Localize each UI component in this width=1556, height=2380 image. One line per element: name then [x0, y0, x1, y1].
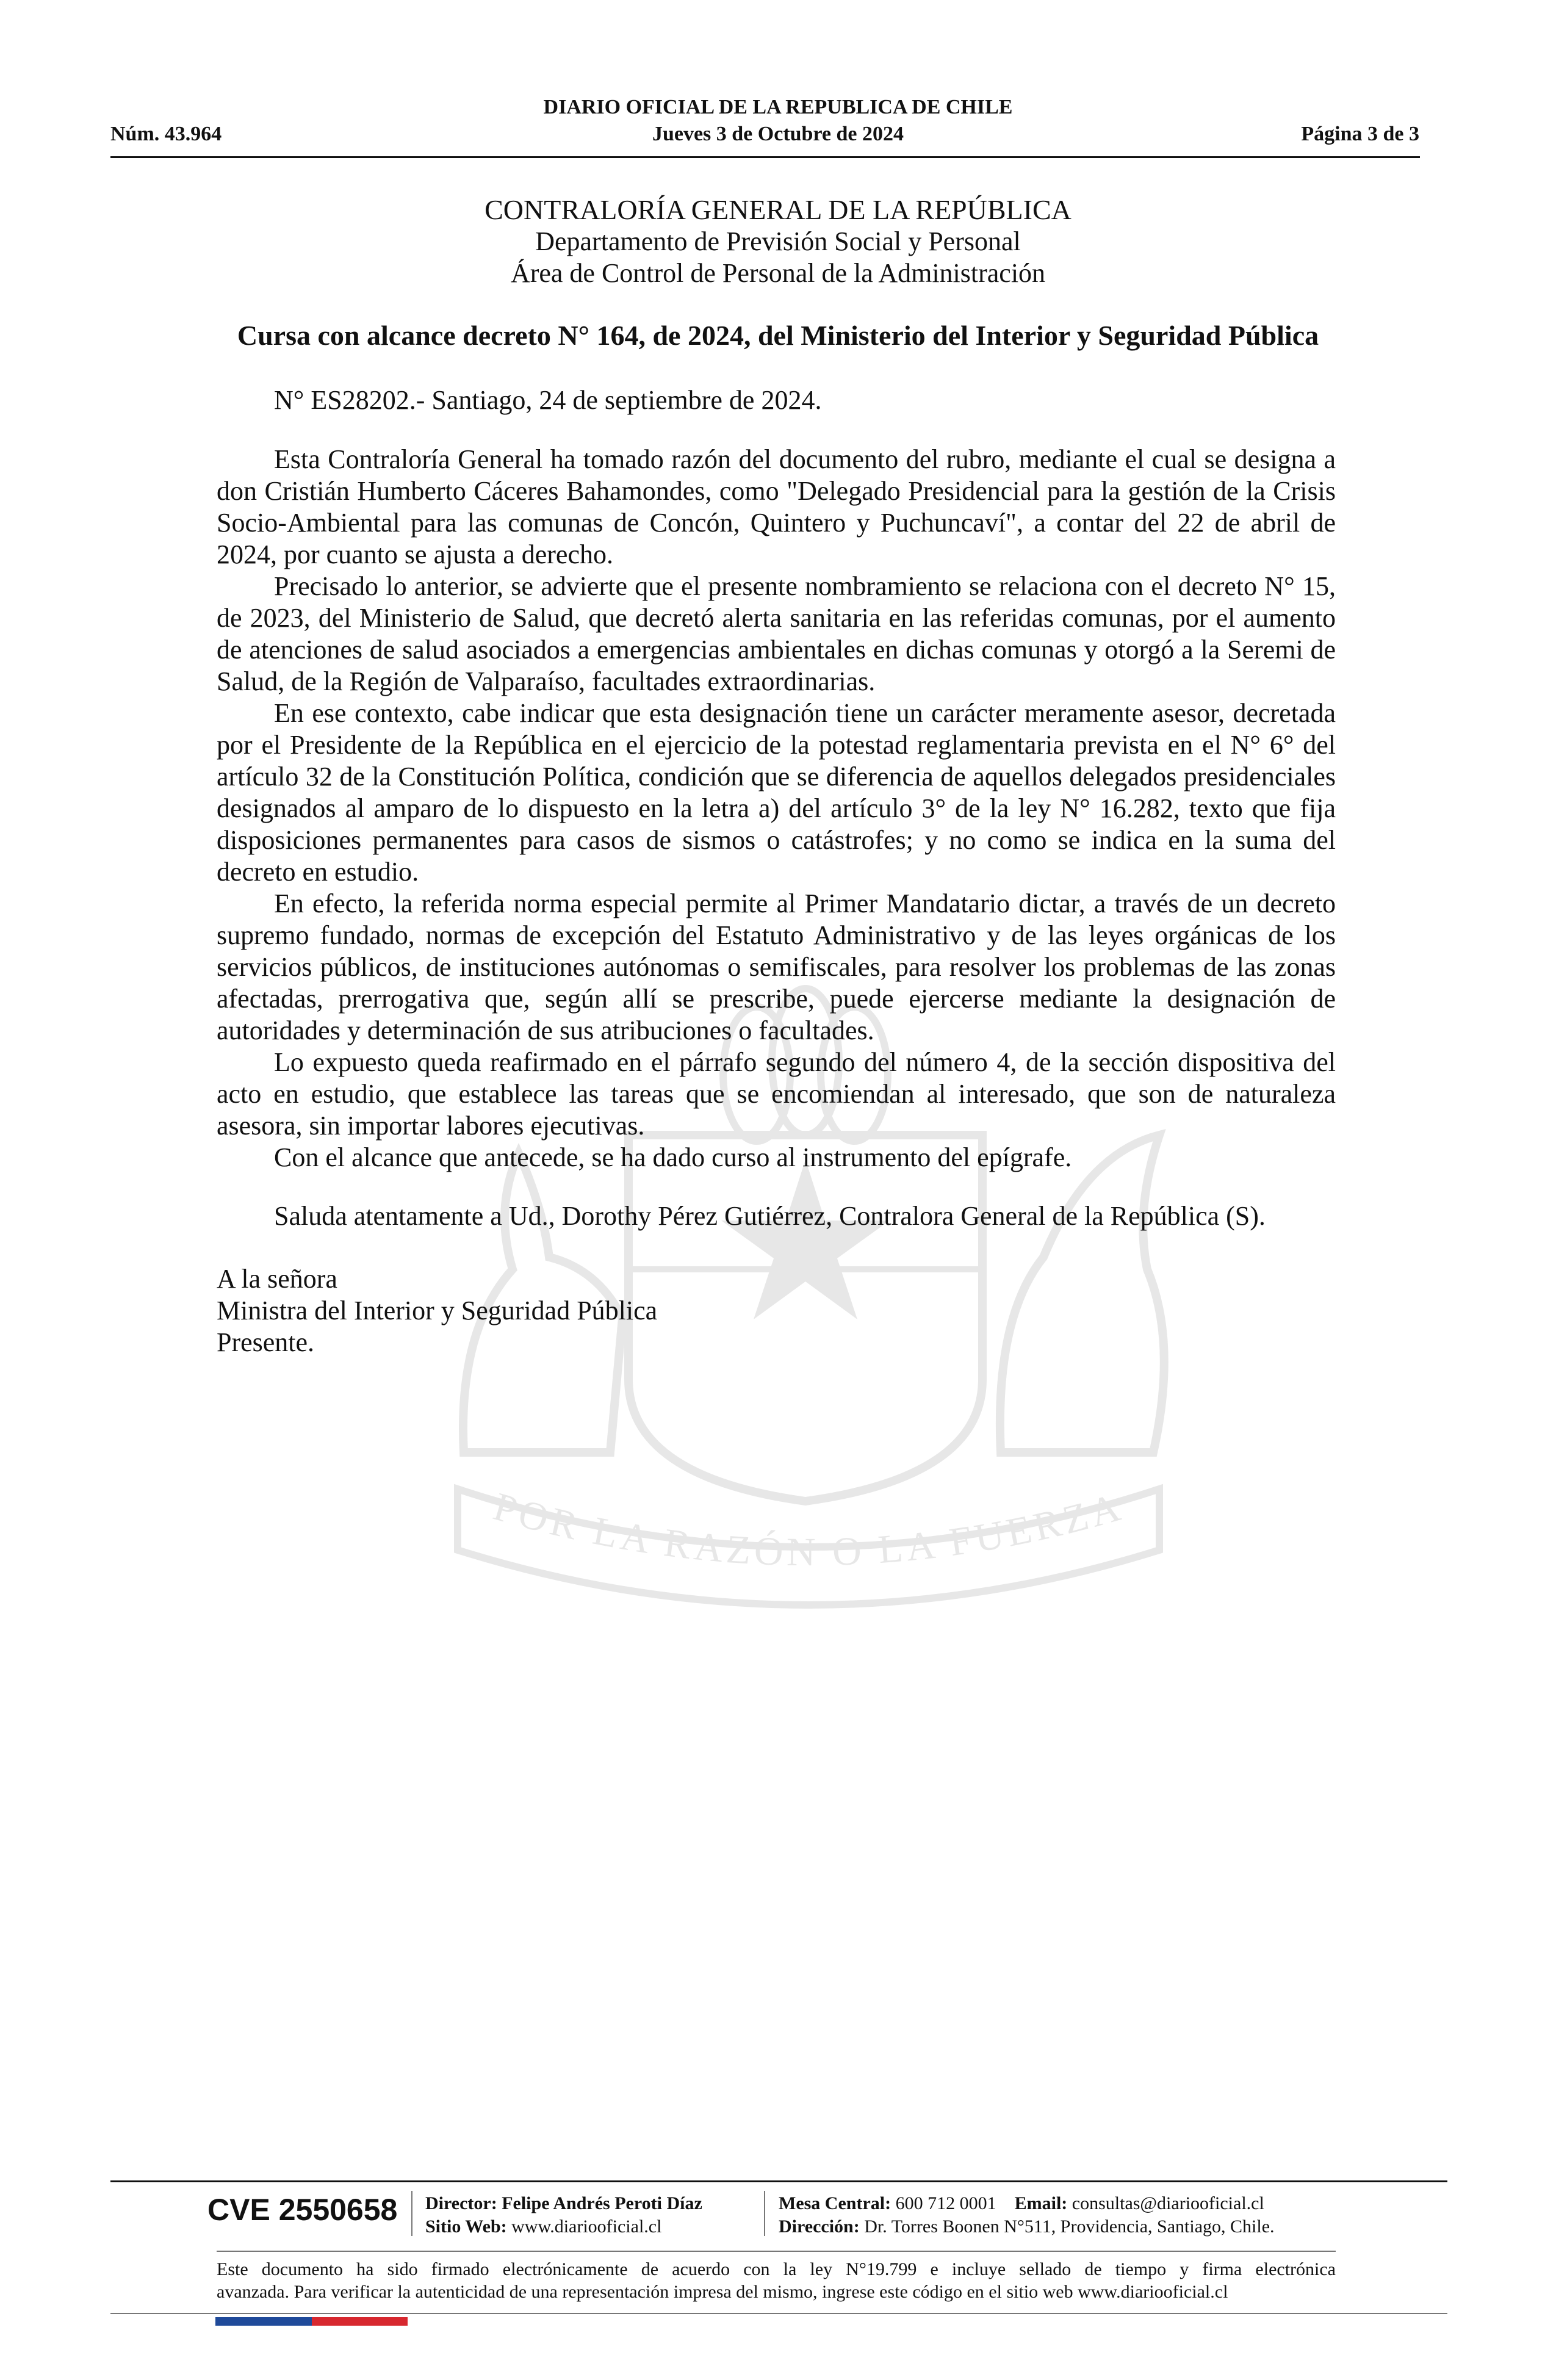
institution-name: CONTRALORÍA GENERAL DE LA REPÚBLICA [484, 194, 1072, 225]
document-title: Cursa con alcance decreto N° 164, de 2024, del Ministerio del Interior y Seguridad Pública [237, 320, 1319, 351]
reference-line: N° ES28202.- Santiago, 24 de septiembre de 2024. [274, 385, 822, 415]
condor-shape [1000, 1135, 1164, 1452]
director-label: Director: [425, 2193, 497, 2213]
footer-divider-top [110, 2180, 1447, 2182]
star-shape [721, 1159, 890, 1319]
header-divider [110, 156, 1420, 158]
recipient-title: Ministra del Interior y Seguridad Pública [217, 1296, 658, 1325]
paragraph: Esta Contraloría General ha tomado razón del documento del rubro, mediante el cual se designa a don Cristián Humberto Cáceres Bahamondes, como "Delegado Presidencial para la gestión de la Crisis Socio-Ambiental para las comunas de Concón, Quintero y Puchuncaví", a contar del 22 de abril de 2024, por cuanto se ajusta a derecho. [217, 444, 1336, 569]
website-link[interactable]: www.diariooficial.cl [511, 2216, 662, 2237]
institution-department: Departamento de Previsión Social y Personal [535, 226, 1021, 256]
flag-red-segment [312, 2317, 408, 2326]
recipient-presente: Presente. [217, 1327, 315, 1357]
recipient-salutation: A la señora [217, 1264, 337, 1294]
flag-blue-segment [215, 2317, 312, 2326]
closing-line: Saluda atentamente a Ud., Dorothy Pérez Gutiérrez, Contralora General de la República (S). [274, 1201, 1266, 1231]
footer-divider-bottom [110, 2313, 1447, 2314]
recipient-block [217, 1263, 657, 1358]
issue-number: Núm. 43.964 [110, 123, 222, 145]
paragraph: En ese contexto, cabe indicar que esta designación tiene un carácter meramente asesor, decretada por el Presidente de la República en el ejercicio de la potestad reglamentaria prevista en el N° 6° del artículo 32 de la Constitución Política, condición que se diferencia de aquellos delegados presidenciales designados al amparo de lo dispuesto en la letra a) del artículo 3° de la ley N° 16.282, texto que fija disposiciones permanentes para casos de sismos o catástrofes; y no como se indica en la suma del decreto en estudio. [217, 698, 1336, 887]
footer-contact-block [779, 2192, 1275, 2238]
body-paragraphs [217, 444, 1336, 1174]
flag-color-bar [215, 2317, 408, 2326]
footer-divider-mid [217, 2251, 1336, 2252]
footer-separator [411, 2191, 412, 2236]
issue-date: Jueves 3 de Octubre de 2024 [652, 123, 904, 145]
signature-note [217, 2258, 1336, 2303]
newspaper-title: DIARIO OFICIAL DE LA REPUBLICA DE CHILE [543, 96, 1013, 118]
mesa-value: 600 712 0001 [895, 2193, 996, 2213]
paragraph: En efecto, la referida norma especial permite al Primer Mandatario dictar, a través de un decreto supremo fundado, normas de excepción del Estatuto Administrativo y de las leyes orgánicas de los servicios públicos, de instituciones autónomas o semifiscales, para resolver los problemas de las zonas afectadas, prerrogativa que, según allí se prescribe, puede ejercerse mediante la designación de autoridades y determinación de sus atribuciones o facultades. [217, 889, 1336, 1045]
paragraph: Precisado lo anterior, se advierte que el presente nombramiento se relaciona con el decreto N° 15, de 2023, del Ministerio de Salud, que decretó alerta sanitaria en las referidas comunas, por el aumento de atenciones de salud asociados a emergencias ambientales en dichas comunas y otorgó a la Seremi de Salud, de la Región de Valparaíso, facultades extraordinarias. [217, 571, 1336, 696]
paragraph: Lo expuesto queda reafirmado en el párrafo segundo del número 4, de la sección dispositiva del acto en estudio, que establece las tareas que se encomiendan al interesado, que son de naturaleza asesora, sin importar labores ejecutivas. [217, 1047, 1336, 1141]
signature-note-line: Este documento ha sido firmado electrónicamente de acuerdo con la ley N°19.799 e incluye sellado de tiempo y firma electrónica [217, 2259, 1336, 2279]
motto-textpath: POR LA RAZÓN O LA FUERZA [488, 1484, 1129, 1575]
email-link[interactable]: consultas@diariooficial.cl [1072, 2193, 1264, 2213]
website-label: Sitio Web: [425, 2216, 507, 2237]
footer-director-block [425, 2192, 702, 2238]
mesa-label: Mesa Central: [779, 2193, 891, 2213]
page-indicator: Página 3 de 3 [1301, 123, 1419, 145]
signature-note-line: avanzada. Para verificar la autenticidad de una representación impresa del mismo, ingrese este código en el sitio web www.diariooficial.cl [217, 2282, 1228, 2302]
footer-separator [764, 2191, 765, 2236]
institution-area: Área de Control de Personal de la Administración [510, 258, 1046, 288]
director-value: Felipe Andrés Peroti Díaz [502, 2193, 702, 2213]
email-label: Email: [1014, 2193, 1068, 2213]
paragraph: Con el alcance que antecede, se ha dado curso al instrumento del epígrafe. [274, 1142, 1072, 1172]
cve-code: CVE 2550658 [207, 2193, 398, 2227]
address-label: Dirección: [779, 2216, 860, 2237]
address-value: Dr. Torres Boonen N°511, Providencia, Santiago, Chile. [864, 2216, 1275, 2237]
